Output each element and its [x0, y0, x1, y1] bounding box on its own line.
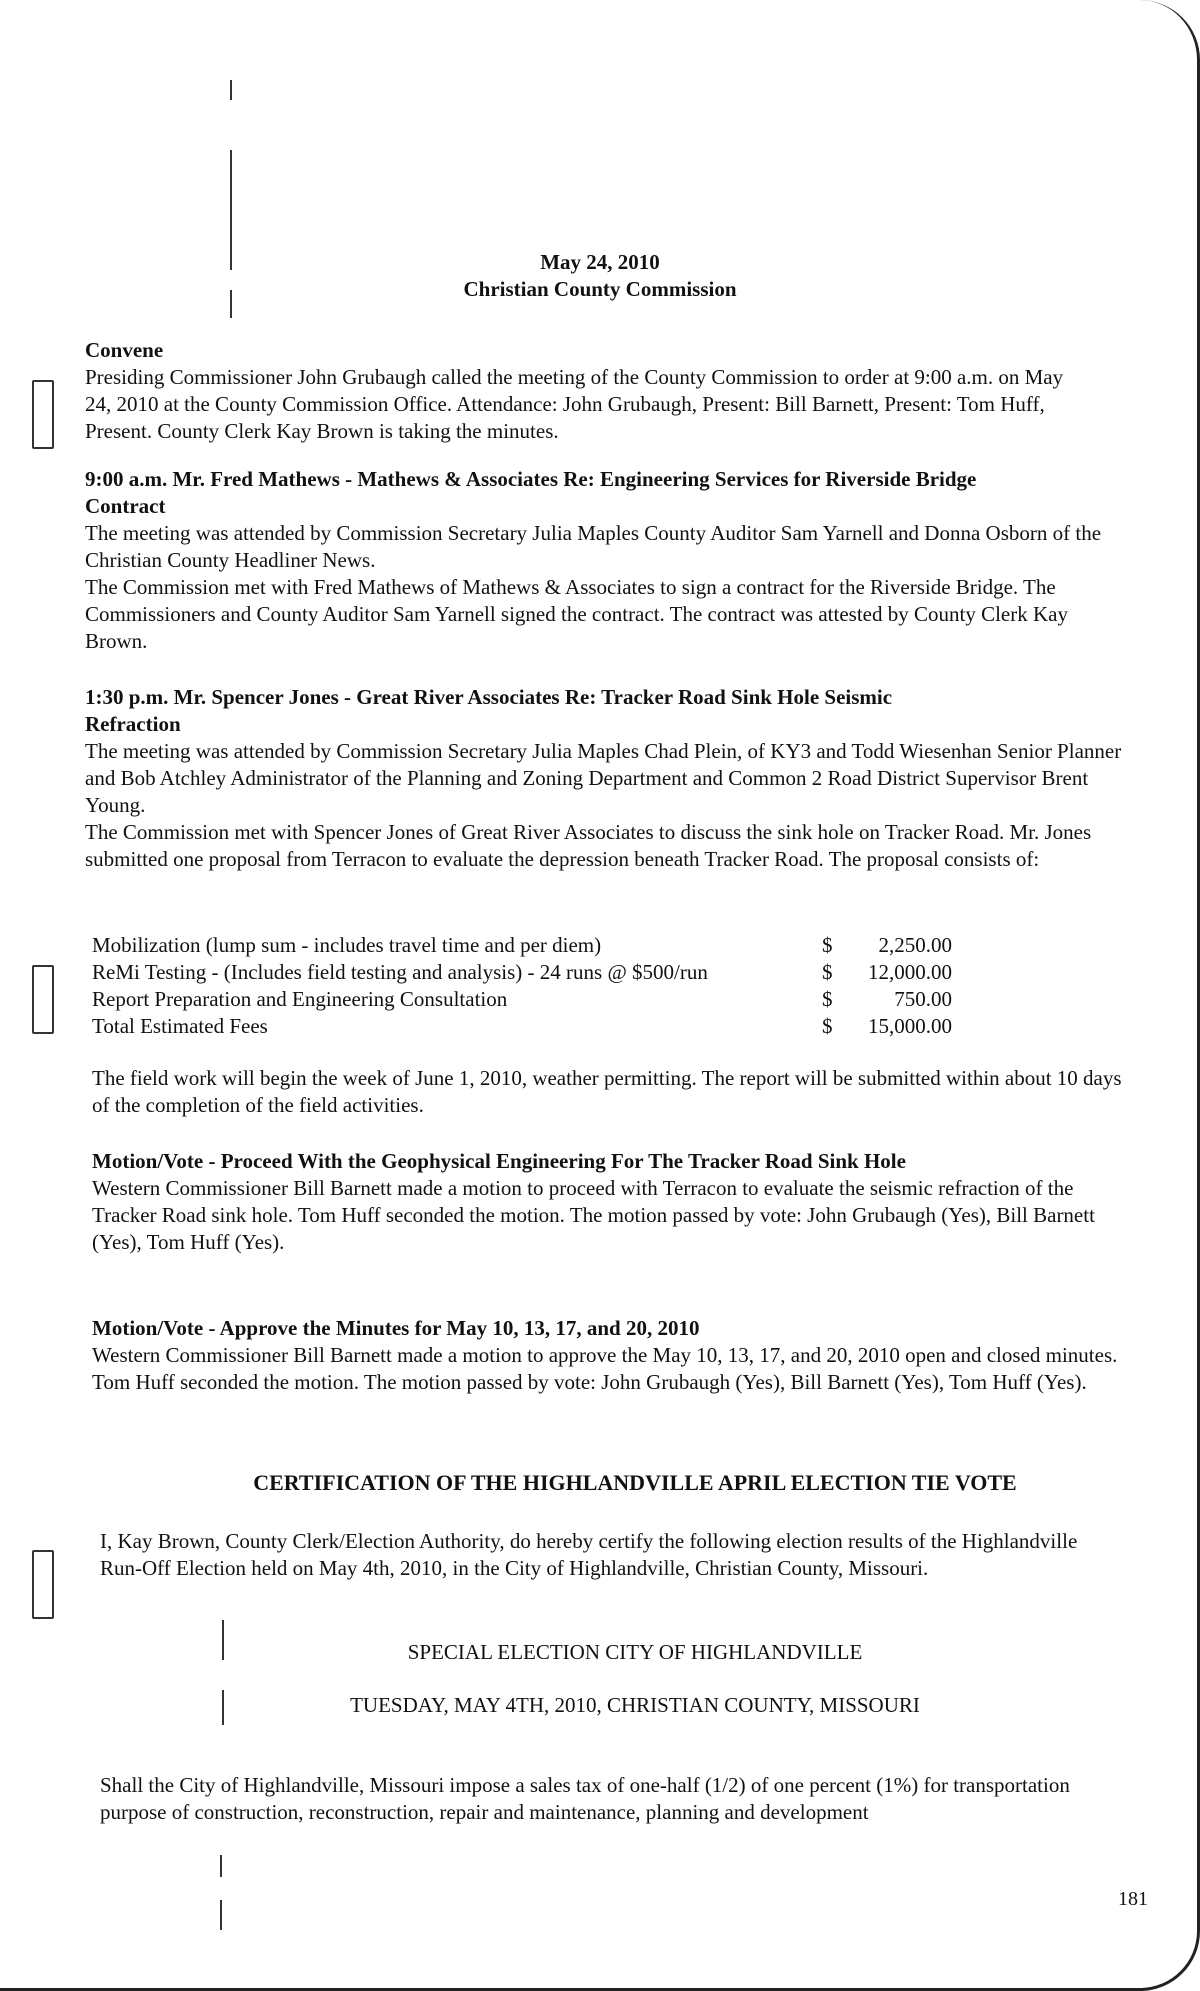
fieldwork-text: The field work will begin the week of June 1, 2010, weather permitting. The report will be submitted within about 10 days of the completion of the field activities.	[92, 1066, 1122, 1117]
fee-currency: $	[822, 960, 833, 984]
commission-name: Christian County Commission	[463, 277, 737, 301]
fee-item: Mobilization (lump sum - includes travel time and per diem)	[92, 933, 602, 957]
fee-amount: 12,000.00	[868, 960, 952, 984]
fee-amount: 15,000.00	[868, 1014, 952, 1038]
fieldwork-section	[92, 1065, 1132, 1119]
fee-amount: 750.00	[894, 987, 952, 1011]
page-number: 181	[1118, 1888, 1148, 1910]
binding-mark	[220, 1900, 222, 1930]
certification-text: I, Kay Brown, County Clerk/Election Authority, do hereby certify the following election results of the Highlandville Run-Off Election held on May 4th, 2010, in the City of Highlandville, Christian County, Missouri.	[100, 1529, 1078, 1580]
motion1-text: Western Commissioner Bill Barnett made a motion to proceed with Terracon to evaluate the seismic refraction of the Tracker Road sink hole. Tom Huff seconded the motion. The motion passed by vote: John Grubaugh (Yes), Bill Barnett (Yes), Tom Huff (Yes).	[92, 1176, 1095, 1254]
fee-row	[92, 932, 952, 959]
punch-hole-mark	[32, 380, 54, 449]
election-date-heading: TUESDAY, MAY 4TH, 2010, CHRISTIAN COUNTY, MISSOURI	[350, 1693, 920, 1717]
jones-section	[85, 684, 1125, 873]
motion2-text: Western Commissioner Bill Barnett made a motion to approve the May 10, 13, 17, and 20, 2010 open and closed minutes. Tom Huff seconded the motion. The motion passed by vote: John Grubaugh (Yes), Bill Barnett (Yes), Tom Huff (Yes).	[92, 1343, 1118, 1394]
certification-section	[100, 1528, 1110, 1582]
fee-item: Report Preparation and Engineering Consultation	[92, 987, 508, 1011]
fee-amount: 2,250.00	[878, 933, 952, 957]
convene-section	[85, 337, 1125, 445]
ballot-question-text: Shall the City of Highlandville, Missouri impose a sales tax of one-half (1/2) of one percent (1%) for transportation purpose of construction, reconstruction, repair and maintenance, planning and development	[100, 1773, 1070, 1824]
motion2-heading: Motion/Vote - Approve the Minutes for May 10, 13, 17, and 20, 2010	[92, 1316, 700, 1340]
jones-attendance: The meeting was attended by Commission Secretary Julia Maples Chad Plein, of KY3 and Todd Wiesenhan Senior Planner and Bob Atchley Administrator of the Planning and Zoning Department and Common 2 Road District Supervisor Brent Young.	[85, 739, 1122, 817]
fee-item: Total Estimated Fees	[92, 1014, 268, 1038]
binding-mark	[220, 1855, 222, 1877]
fee-currency: $	[822, 933, 833, 957]
mathews-section	[85, 466, 1125, 655]
jones-heading: 1:30 p.m. Mr. Spencer Jones - Great River Associates Re: Tracker Road Sink Hole Seismic Refraction	[85, 685, 893, 736]
fee-currency: $	[822, 1014, 833, 1038]
mathews-attendance: The meeting was attended by Commission Secretary Julia Maples County Auditor Sam Yarnell and Donna Osborn of the Christian County Headliner News.	[85, 521, 1102, 572]
motion1-heading: Motion/Vote - Proceed With the Geophysical Engineering For The Tracker Road Sink Hole	[92, 1149, 906, 1173]
binding-mark	[230, 80, 232, 100]
punch-hole-mark	[32, 1550, 54, 1619]
special-election-heading: SPECIAL ELECTION CITY OF HIGHLANDVILLE	[407, 1640, 863, 1664]
ballot-question-section	[100, 1772, 1110, 1826]
certification-title: CERTIFICATION OF THE HIGHLANDVILLE APRIL ELECTION TIE VOTE	[253, 1470, 1017, 1495]
convene-heading: Convene	[85, 338, 164, 362]
fee-row	[92, 1013, 952, 1040]
motion1-section	[92, 1148, 1132, 1256]
fee-item: ReMi Testing - (Includes field testing and analysis) - 24 runs @ $500/run	[92, 960, 708, 984]
fee-table	[92, 932, 952, 1040]
fee-currency: $	[822, 987, 833, 1011]
mathews-text: The Commission met with Fred Mathews of Mathews & Associates to sign a contract for the Riverside Bridge. The Commissioners and County Auditor Sam Yarnell signed the contract. The contract was attested by County Clerk Kay Brown.	[85, 575, 1068, 653]
convene-text: Presiding Commissioner John Grubaugh called the meeting of the County Commission to order at 9:00 a.m. on May 24, 2010 at the County Commission Office. Attendance: John Grubaugh, Present: Bill Barnett, Present: Tom Huff, Present. County Clerk Kay Brown is taking the minutes.	[85, 365, 1064, 443]
fee-row	[92, 959, 952, 986]
mathews-heading: 9:00 a.m. Mr. Fred Mathews - Mathews & Associates Re: Engineering Services for Riverside Bridge Contract	[85, 467, 977, 518]
jones-text: The Commission met with Spencer Jones of Great River Associates to discuss the sink hole on Tracker Road. Mr. Jones submitted one proposal from Terracon to evaluate the depression beneath Tracker Road. The proposal consists of:	[85, 820, 1092, 871]
punch-hole-mark	[32, 965, 54, 1034]
meeting-date: May 24, 2010	[540, 250, 660, 274]
motion2-section	[92, 1315, 1132, 1396]
fee-row	[92, 986, 952, 1013]
